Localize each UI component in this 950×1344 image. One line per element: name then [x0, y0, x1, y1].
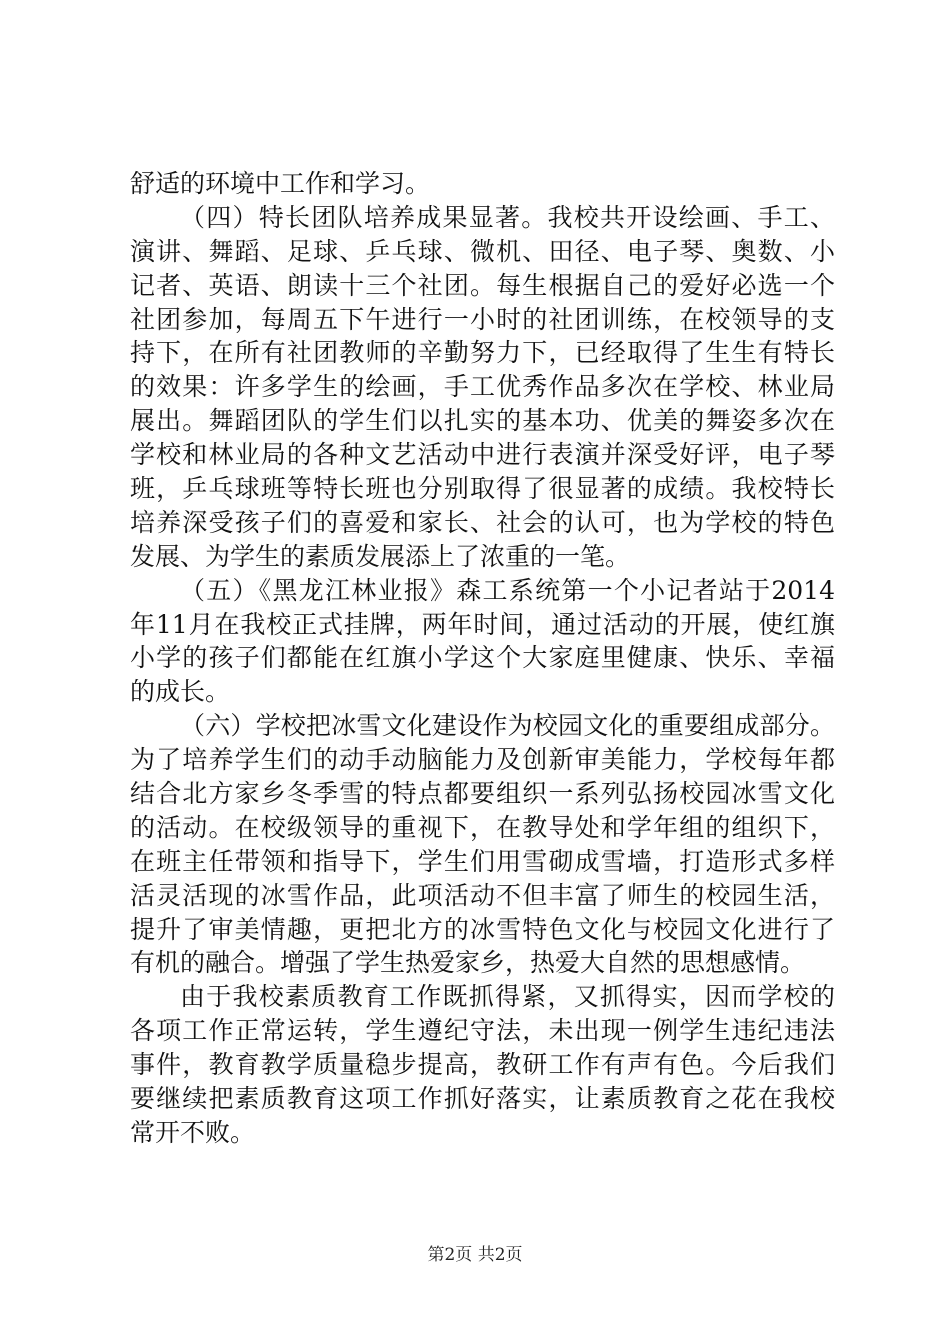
text-line: （六）学校把冰雪文化建设作为校园文化的重要组成部分。: [180, 711, 835, 741]
text-line: 培养深受孩子们的喜爱和家长、社会的认可，也为学校的特色: [130, 507, 835, 537]
text-line: 有机的融合。增强了学生热爱家乡，热爱大自然的思想感情。: [130, 948, 806, 978]
text-line: 为了培养学生们的动手动脑能力及创新审美能力，学校每年都: [130, 745, 835, 775]
text-line: 的效果：许多学生的绘画，手工优秀作品多次在学校、林业局: [130, 372, 835, 402]
text-line: 展出。舞蹈团队的学生们以扎实的基本功、优美的舞姿多次在: [130, 406, 835, 436]
text-line: 活灵活现的冰雪作品，此项活动不但丰富了师生的校园生活，: [130, 880, 835, 910]
text-line: 常开不败。: [130, 1117, 256, 1147]
text-line: 发展、为学生的素质发展添上了浓重的一笔。: [130, 541, 631, 571]
text-line: 提升了审美情趣，更把北方的冰雪特色文化与校园文化进行了: [130, 914, 835, 944]
text-line: 要继续把素质教育这项工作抓好落实，让素质教育之花在我校: [130, 1084, 835, 1114]
text-line: 学校和林业局的各种文艺活动中进行表演并深受好评，电子琴: [130, 440, 835, 470]
text-line: 的活动。在校级领导的重视下，在教导处和学年组的组织下，: [130, 812, 835, 842]
page-footer: 第2页 共2页: [427, 1245, 523, 1265]
text-line: 结合北方家乡冬季雪的特点都要组织一系列弘扬校园冰雪文化: [130, 779, 835, 809]
text-line: 持下，在所有社团教师的辛勤努力下，已经取得了生生有特长: [130, 338, 835, 368]
text-line: 各项工作正常运转，学生遵纪守法，未出现一例学生违纪违法: [130, 1016, 835, 1046]
document-body: [130, 167, 835, 1150]
text-line: 舒适的环境中工作和学习。: [130, 169, 431, 198]
text-line: 的成长。: [130, 677, 231, 707]
text-line: 演讲、舞蹈、足球、乒乓球、微机、田径、电子琴、奥数、小: [130, 236, 835, 266]
text-line: 社团参加，每周五下午进行一小时的社团训练，在校领导的支: [130, 304, 835, 334]
text-line: 事件，教育教学质量稳步提高，教研工作有声有色。今后我们: [130, 1050, 835, 1080]
text-line: 由于我校素质教育工作既抓得紧，又抓得实，因而学校的: [180, 982, 835, 1012]
text-line: （五）《黑龙江林业报》森工系统第一个小记者站于2014: [180, 575, 835, 605]
text-line: 在班主任带领和指导下，学生们用雪砌成雪墙，打造形式多样: [130, 846, 835, 876]
text-line: 小学的孩子们都能在红旗小学这个大家庭里健康、快乐、幸福: [130, 643, 835, 673]
text-line: （四）特长团队培养成果显著。我校共开设绘画、手工、: [180, 202, 835, 232]
text-line: 年11月在我校正式挂牌，两年时间，通过活动的开展，使红旗: [130, 609, 835, 639]
text-line: 班，乒乓球班等特长班也分别取得了很显著的成绩。我校特长: [130, 474, 835, 504]
text-line: 记者、英语、朗读十三个社团。每生根据自己的爱好必选一个: [130, 270, 835, 300]
